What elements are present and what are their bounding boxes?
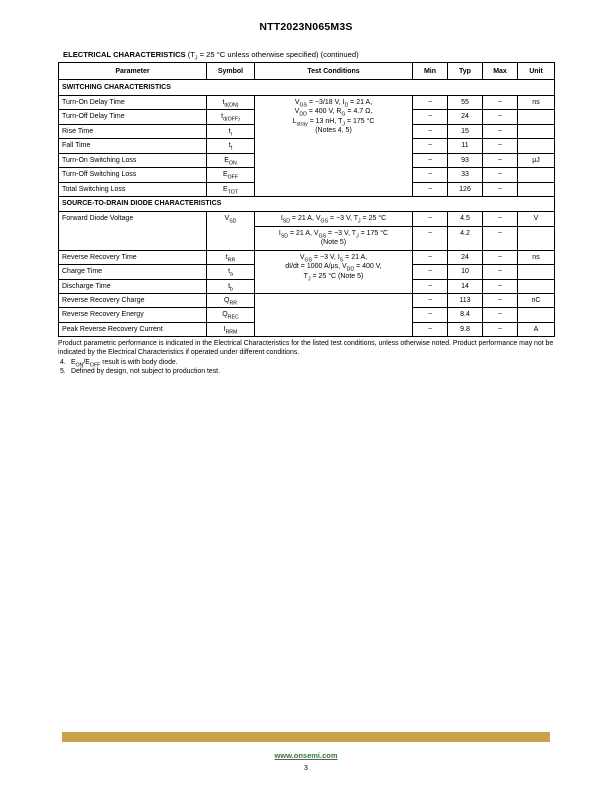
max-cell: − [483,182,518,196]
min-cell: − [413,124,448,138]
param-cell: Turn-Off Switching Loss [59,168,207,182]
symbol-cell: $Q_{REC}$ [207,308,255,322]
min-cell: − [413,279,448,293]
symbol-cell: $E_{TOT}$ [207,182,255,196]
param-cell: Charge Time [59,265,207,279]
unit-cell: A [518,322,555,336]
symbol-cell: $E_{OFF}$ [207,168,255,182]
section-heading-bold: ELECTRICAL CHARACTERISTICS [63,50,186,59]
footer-brand-bar [62,732,550,742]
max-cell: − [483,95,518,109]
characteristics-table [58,62,555,337]
param-cell: Peak Reverse Recovery Current [59,322,207,336]
max-cell: − [483,265,518,279]
typ-cell: 113 [448,294,483,308]
min-cell: − [413,226,448,250]
param-cell: Total Switching Loss [59,182,207,196]
conditions-cell: $I_{SD} = 21$ A, $V_{GS} = -3$ V, $T_J = 25$ °C [255,212,413,226]
typ-cell: 24 [448,250,483,264]
col-header-typ: Typ [448,63,483,80]
param-cell: Discharge Time [59,279,207,293]
conditions-cell: $I_{SD} = 21$ A, $V_{GS} = -3$ V, $T_J = 175$ °C (Note 5) [255,226,413,250]
section-heading [58,50,554,62]
max-cell: − [483,212,518,226]
footnote-number: 5. [60,367,66,375]
unit-cell [518,308,555,322]
table-header-row [59,63,555,80]
max-cell: − [483,294,518,308]
footnote-text: $E_{ON}/E_{OFF}$ result is with body diode. [71,358,178,368]
typ-cell: 14 [448,279,483,293]
typ-cell: 55 [448,95,483,109]
symbol-cell: $t_{RR}$ [207,250,255,264]
typ-cell: 126 [448,182,483,196]
conditions-cell: $V_{GS} = -3/18$ V, $I_D = 21$ A, $V_{DD} = 400$ V, $R_G = 4.7$ Ω, $L_{stray} = 13$ nH, $T_J = 175$ °C (Notes 4, 5) [255,95,413,196]
col-header-parameter: Parameter [59,63,207,80]
table-row [59,212,555,226]
param-cell: Forward Diode Voltage [59,212,207,250]
footnote-item [58,367,554,376]
min-cell: − [413,95,448,109]
col-header-conditions: Test Conditions [255,63,413,80]
unit-cell [518,168,555,182]
param-cell: Reverse Recovery Energy [59,308,207,322]
min-cell: − [413,322,448,336]
col-header-max: Max [483,63,518,80]
unit-cell [518,124,555,138]
symbol-cell: $t_r$ [207,124,255,138]
col-header-symbol: Symbol [207,63,255,80]
conditions-cell-empty [255,294,413,337]
page-footer [58,732,554,772]
col-header-unit: Unit [518,63,555,80]
min-cell: − [413,250,448,264]
typ-cell: 4.2 [448,226,483,250]
section-title: SOURCE-TO-DRAIN DIODE CHARACTERISTICS [59,196,555,211]
unit-cell [518,279,555,293]
param-cell: Fall Time [59,139,207,153]
max-cell: − [483,139,518,153]
page-title: NTT2023N065M3S [259,21,353,33]
symbol-cell: $I_{RRM}$ [207,322,255,336]
unit-cell [518,110,555,124]
unit-cell [518,182,555,196]
min-cell: − [413,153,448,167]
max-cell: − [483,308,518,322]
footnote-disclaimer: Product parametric performance is indicated in the Electrical Characteristics for the listed test conditions, unless otherwise noted. Product performance may not be indicated by the Electrical Characteristics if operated under different conditions. [58,340,554,357]
min-cell: − [413,294,448,308]
footnote-number: 4. [60,358,66,366]
table-row [59,294,555,308]
table-row [59,250,555,264]
unit-cell: V [518,212,555,226]
typ-cell: 8.4 [448,308,483,322]
symbol-cell: $V_{SD}$ [207,212,255,250]
min-cell: − [413,308,448,322]
section-heading-condition: ($T_J = 25$ °C unless otherwise specified) (continued) [185,50,359,62]
param-cell: Turn-On Delay Time [59,95,207,109]
symbol-cell: $t_{d(ON)}$ [207,95,255,109]
symbol-cell: $t_f$ [207,139,255,153]
onsemi-website-link[interactable]: www.onsemi.com [274,751,338,760]
param-cell: Reverse Recovery Time [59,250,207,264]
max-cell: − [483,226,518,250]
unit-cell: ns [518,250,555,264]
min-cell: − [413,168,448,182]
unit-cell [518,265,555,279]
symbol-cell: $t_a$ [207,265,255,279]
typ-cell: 4.5 [448,212,483,226]
symbol-cell: $t_{d(OFF)}$ [207,110,255,124]
max-cell: − [483,124,518,138]
footnote-text: Defined by design, not subject to production test. [71,367,221,375]
typ-cell: 15 [448,124,483,138]
symbol-cell: $E_{ON}$ [207,153,255,167]
typ-cell: 24 [448,110,483,124]
max-cell: − [483,168,518,182]
unit-cell: nC [518,294,555,308]
footnote-item [58,358,554,367]
footnotes [58,339,554,375]
section-title: SWITCHING CHARACTERISTICS [59,80,555,95]
param-cell: Turn-Off Delay Time [59,110,207,124]
min-cell: − [413,265,448,279]
typ-cell: 9.8 [448,322,483,336]
page-number: 3 [304,765,308,772]
min-cell: − [413,110,448,124]
unit-cell: ns [518,95,555,109]
max-cell: − [483,250,518,264]
param-cell: Rise Time [59,124,207,138]
table-row [59,95,555,109]
col-header-min: Min [413,63,448,80]
section-row-switching [59,80,555,95]
unit-cell: μJ [518,153,555,167]
typ-cell: 11 [448,139,483,153]
page-content [58,50,554,376]
typ-cell: 93 [448,153,483,167]
max-cell: − [483,279,518,293]
max-cell: − [483,322,518,336]
max-cell: − [483,153,518,167]
typ-cell: 10 [448,265,483,279]
symbol-cell: $t_b$ [207,279,255,293]
min-cell: − [413,212,448,226]
unit-cell [518,139,555,153]
symbol-cell: $Q_{RR}$ [207,294,255,308]
conditions-cell: $V_{GS} = -3$ V, $I_S = 21$ A, dI/dt = 1000 A/μs, $V_{DD} = 400$ V, $T_J = 25$ °C (Note 5) [255,250,413,293]
param-cell: Turn-On Switching Loss [59,153,207,167]
min-cell: − [413,182,448,196]
min-cell: − [413,139,448,153]
max-cell: − [483,110,518,124]
unit-cell [518,226,555,250]
typ-cell: 33 [448,168,483,182]
param-cell: Reverse Recovery Charge [59,294,207,308]
section-row-diode [59,196,555,211]
